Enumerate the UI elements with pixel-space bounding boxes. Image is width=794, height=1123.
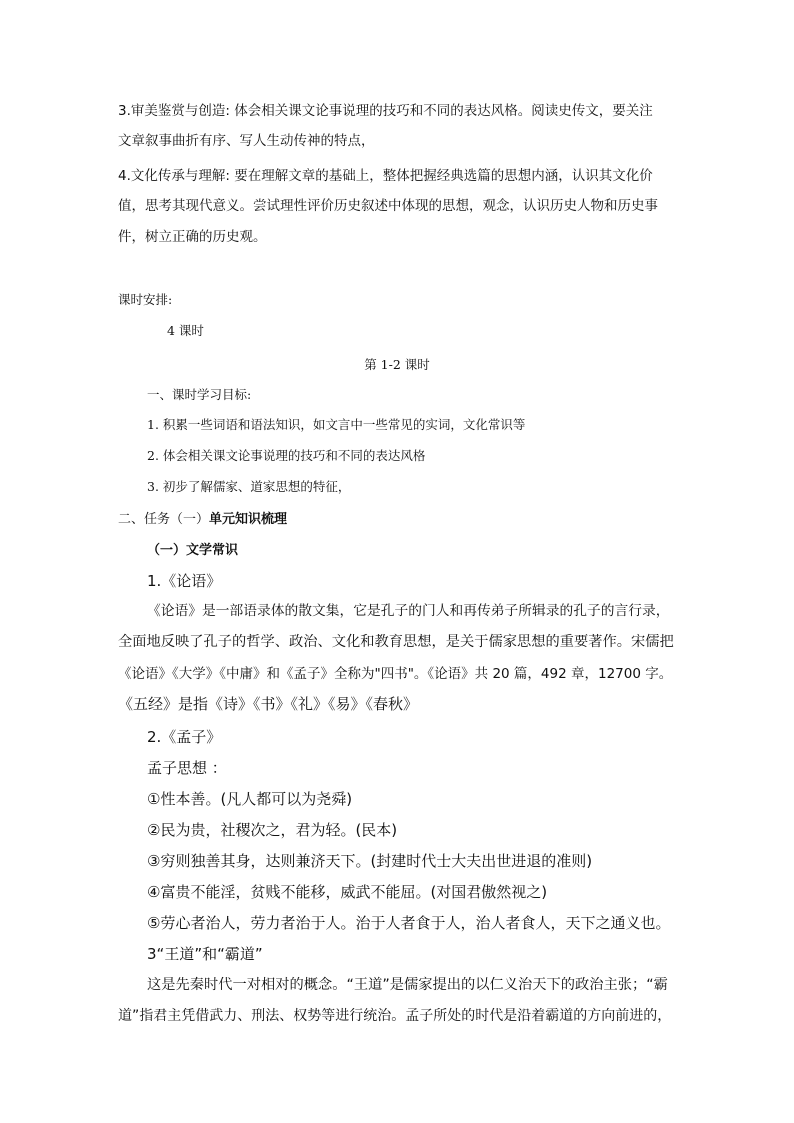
lunyu-line1: 《论语》是一部语录体的散文集，它是孔子的门人和再传弟子所辑录的孔子的言行录， (147, 603, 670, 619)
mengzi-title: 2.《孟子》 (147, 728, 222, 746)
intro-p4-line3: 件，树立正确的历史观。 (118, 229, 267, 245)
mengzi-thought-label: 孟子思想 ： (147, 759, 227, 777)
mengzi-point: ①性本善。(凡人都可以为尧舜) (147, 790, 353, 808)
goal-item: 2. 体会相关课文论事说理的技巧和不同的表达风格 (147, 448, 426, 463)
section-title: 第 1-2 课时 (364, 357, 430, 372)
schedule-label: 课时安排: (118, 292, 173, 307)
goals-heading: 一、课时学习目标: (147, 387, 252, 402)
task-heading-bold: 单元知识梳理 (209, 512, 288, 527)
intro-p4-line2: 值，思考其现代意义。尝试理性评价历史叙述中体现的思想，观念，认识历史人物和历史事 (118, 198, 658, 214)
literature-subheading: （一）文学常识 (147, 543, 239, 558)
lunyu-line4: 《五经》是指《诗》《书》《礼》《易》《春秋》 (118, 695, 419, 713)
mengzi-point: ④富贵不能淫，贫贱不能移，威武不能屈。(对国君傲然视之) (147, 883, 548, 901)
wangdao-line1: 这是先秦时代一对相对的概念。“王道”是儒家提出的以仁义治天下的政治主张；“霸 (147, 977, 668, 993)
goal-item: 3. 初步了解儒家、道家思想的特征， (147, 479, 351, 494)
task-heading (118, 510, 774, 530)
mengzi-point: ②民为贵，社稷次之，君为轻。(民本) (147, 821, 398, 839)
intro-p3-line1: 3.审美鉴赏与创造: 体会相关课文论事说理的技巧和不同的表达风格。阅读史传文，要关注 (118, 103, 653, 119)
mengzi-point: ③穷则独善其身，达则兼济天下。(封建时代士大夫出世进退的准则) (147, 852, 593, 870)
mengzi-point: ⑤劳心者治人，劳力者治于人。治于人者食于人，治人者食人，天下之通义也。 (147, 914, 671, 932)
schedule-value: 4 课时 (167, 323, 204, 338)
wangdao-line2: 道”指君主凭借武力、刑法、权势等进行统治。孟子所处的时代是沿着霸道的方向前进的， (118, 1008, 672, 1024)
lunyu-title: 1.《论语》 (147, 572, 222, 590)
lunyu-line3: 《论语》《大学》《中庸》和《孟子》全称为"四书"。《论语》共 20 篇，492 章，12700 字。 (118, 666, 673, 682)
wangdao-title: 3“王道”和“霸道” (147, 945, 263, 963)
lunyu-line2: 全面地反映了孔子的哲学、政治、文化和教育思想，是关于儒家思想的重要著作。宋儒把 (118, 634, 674, 650)
intro-p4-line1: 4.文化传承与理解: 要在理解文章的基础上，整体把握经典选篇的思想内涵，认识其文化价 (118, 168, 653, 184)
task-heading-prefix: 二、任务（一） (118, 512, 210, 527)
intro-p3-line2: 文章叙事曲折有序、写人生动传神的特点， (118, 133, 375, 149)
goal-item: 1. 积累一些词语和语法知识，如文言中一些常见的实词，文化常识等 (147, 417, 526, 432)
